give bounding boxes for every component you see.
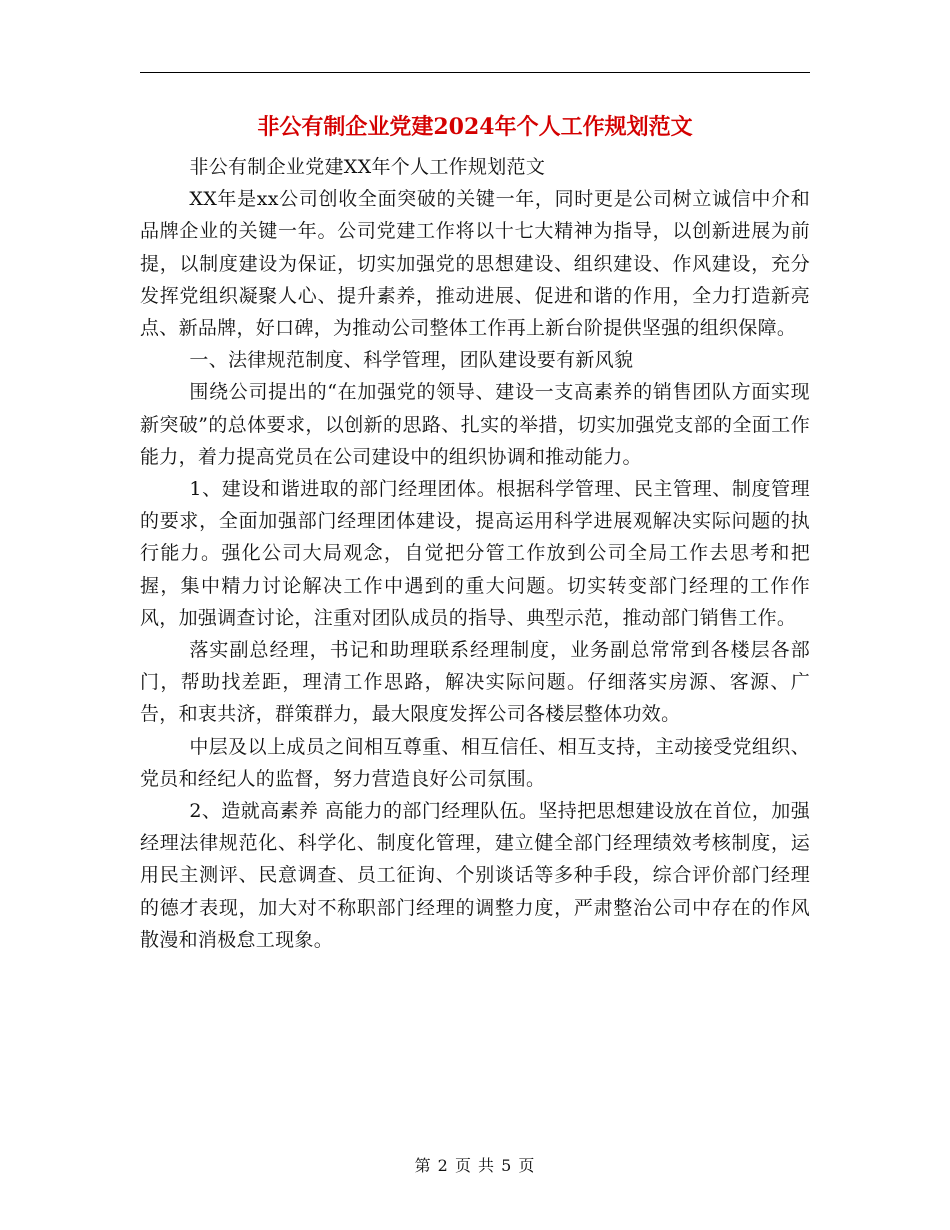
body-paragraph: 2、造就高素养 高能力的部门经理队伍。坚持把思想建设放在首位，加强经理法律规范化、科学化、制度化管理，建立健全部门经理绩效考核制度，运用民主测评、民意调查、员工征询、个别谈话等多种手段，综合评价部门经理的德才表现，加大对不称职部门经理的调整力度，严肃整治公司中存在的作风散漫和消极怠工现象。 bbox=[140, 800, 810, 951]
body-paragraph: 1、建设和谐进取的部门经理团体。根据科学管理、民主管理、制度管理的要求，全面加强部门经理团体建设，提高运用科学进展观解决实际问题的执行能力。强化公司大局观念，自觉把分管工作放到公司全局工作去思考和把握，集中精力讨论解决工作中遇到的重大问题。切实转变部门经理的工作作风，加强调查讨论，注重对团队成员的指导、典型示范，推动部门销售工作。 bbox=[140, 478, 810, 629]
document-body bbox=[140, 151, 810, 956]
page-number: 第 2 页 共 5 页 bbox=[414, 1156, 536, 1175]
header-rule bbox=[140, 72, 810, 73]
body-paragraph: 中层及以上成员之间相互尊重、相互信任、相互支持，主动接受党组织、党员和经纪人的监督，努力营造良好公司氛围。 bbox=[140, 735, 810, 790]
body-paragraph: 落实副总经理，书记和助理联系经理制度，业务副总常常到各楼层各部门，帮助找差距，理清工作思路，解决实际问题。仔细落实房源、客源、广告，和衷共济，群策群力，最大限度发挥公司各楼层整体功效。 bbox=[140, 639, 810, 726]
intro-paragraph: XX年是xx公司创收全面突破的关键一年，同时更是公司树立诚信中介和品牌企业的关键一年。公司党建工作将以十七大精神为指导，以创新进展为前提，以制度建设为保证，切实加强党的思想建设、组织建设、作风建设，充分发挥党组织凝聚人心、提升素养，推动进展、促进和谐的作用，全力打造新亮点、新品牌，好口碑，为推动公司整体工作再上新台阶提供坚强的组织保障。 bbox=[140, 188, 810, 340]
subtitle-paragraph: 非公有制企业党建XX年个人工作规划范文 bbox=[189, 156, 546, 178]
document-title: 非公有制企业党建2024年个人工作规划范文 bbox=[257, 114, 693, 140]
section-heading-1: 一、法律规范制度、科学管理，团队建设要有新风貌 bbox=[189, 349, 634, 372]
body-paragraph: 围绕公司提出的“在加强党的领导、建设一支高素养的销售团队方面实现新突破”的总体要求，以创新的思路、扎实的举措，切实加强党支部的全面工作能力，着力提高党员在公司建设中的组织协调和推动能力。 bbox=[140, 381, 810, 468]
